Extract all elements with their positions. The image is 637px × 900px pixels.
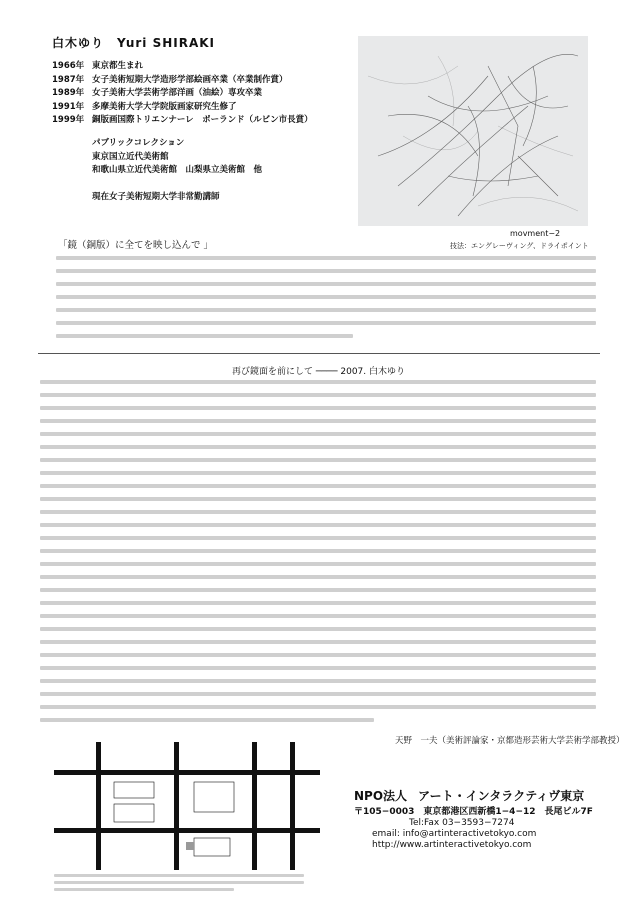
email-link[interactable]: email: info@artinteractivetokyo.com	[372, 829, 537, 839]
timeline-event: 多摩美術大学大学院版画家研究生修了	[92, 101, 237, 112]
collection-line: 和歌山県立近代美術館 山梨県立美術館 他	[92, 165, 263, 176]
artwork-technique: 技法：エングレーヴィング、ドライポイント	[450, 242, 589, 250]
phone-line: Tel:Fax 03−3593−7274	[409, 818, 515, 828]
current-position: 現在女子美術短期大学非常勤講師	[92, 191, 220, 202]
organization-name	[354, 791, 593, 802]
timeline-year: 1989年	[52, 88, 85, 99]
biography-timeline	[52, 60, 313, 128]
collection-line: 東京国立近代美術館	[92, 151, 169, 162]
timeline-year: 1991年	[52, 101, 85, 112]
timeline-row	[52, 101, 313, 115]
artwork-image	[358, 36, 588, 226]
map-access-notes	[54, 874, 304, 895]
collections-heading: パブリックコレクション	[92, 138, 185, 148]
section-divider	[38, 353, 600, 354]
address-line: 〒105−0003 東京都港区西新橋1−4−12 長尾ビル7F	[354, 807, 593, 817]
website-link[interactable]: http://www.artinteractivetokyo.com	[372, 840, 532, 850]
org-title: アート・インタラクティヴ東京	[418, 789, 585, 803]
timeline-event: 銅版画国際トリエンナーレ ポーランド（ルビン市長賞）	[92, 115, 313, 126]
timeline-event: 女子美術大学芸術学部洋画（油絵）専攻卒業	[92, 88, 263, 99]
timeline-row	[52, 74, 313, 88]
timeline-year: 1999年	[52, 115, 85, 126]
intro-text-block	[56, 256, 596, 338]
essay-text-block	[40, 380, 596, 720]
timeline-row	[52, 114, 313, 128]
access-map	[54, 742, 320, 870]
timeline-row	[52, 60, 313, 74]
org-prefix: NPO法人	[354, 789, 408, 803]
gallery-location-marker	[186, 842, 194, 850]
essay-signature: 天野 一夫（美術評論家・京都造形芸術大学芸術学部教授）	[395, 736, 625, 746]
timeline-event: 東京都生まれ	[92, 61, 144, 71]
timeline-event: 女子美術短期大学造形学部絵画卒業（卒業制作賞）	[92, 74, 288, 85]
intro-tagline: 「鏡（銅版）に全てを映し込んで 」	[58, 240, 214, 251]
timeline-row	[52, 87, 313, 101]
street-map-graphic	[54, 742, 320, 870]
timeline-year: 1966年	[52, 61, 85, 71]
artwork-title: movment−2	[510, 229, 561, 238]
public-collections	[92, 137, 262, 204]
timeline-year: 1987年	[52, 74, 85, 85]
artist-name: 白木ゆり Yuri SHIRAKI	[52, 36, 216, 50]
engraving-lines-graphic	[358, 36, 588, 226]
contact-block	[354, 791, 593, 851]
essay-title: 再び鏡面を前にして ──── 2007. 白木ゆり	[231, 367, 406, 377]
